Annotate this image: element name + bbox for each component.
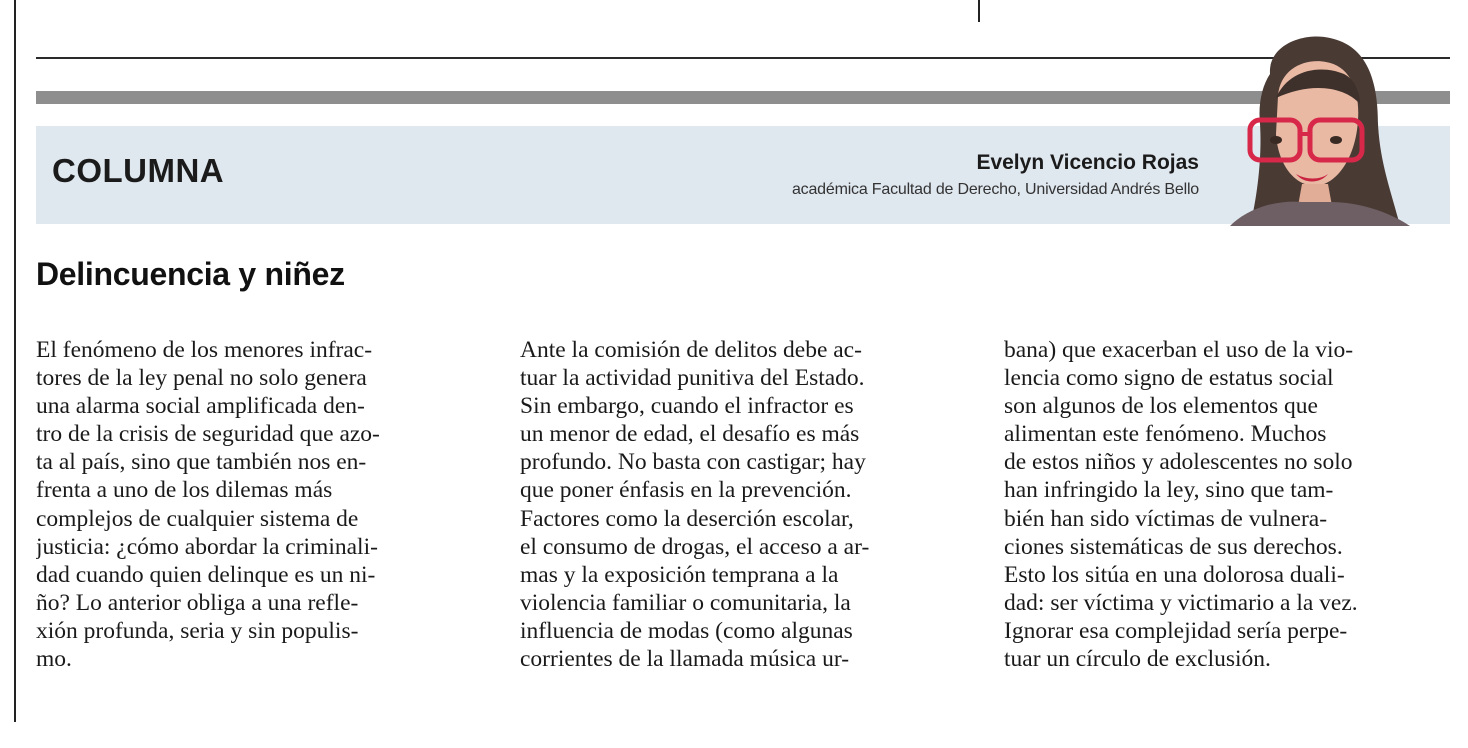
article-column-2 <box>520 336 965 673</box>
column-line: ño? Lo anterior obliga a una refle- <box>36 589 359 616</box>
column-line: dad: ser víctima y victimario a la vez. <box>1004 589 1358 616</box>
column-line: que poner énfasis en la prevención. <box>520 477 852 504</box>
column-line: mas y la exposición temprana a la <box>520 561 839 588</box>
column-line: influencia de modas (como algunas <box>520 617 853 644</box>
column-line: bana) que exacerban el uso de la vio- <box>1004 337 1354 363</box>
top-column-divider <box>978 0 980 22</box>
column-line: ciones sistemáticas de sus derechos. <box>1004 533 1343 560</box>
column-line: xión profunda, seria y sin populis- <box>36 617 359 644</box>
column-line: de estos niños y adolescentes no solo <box>1004 449 1353 476</box>
column-line: son algunos de los elementos que <box>1004 393 1318 420</box>
column-line: ta al país, sino que también nos en- <box>36 449 367 476</box>
article-headline: Delincuencia y niñez <box>36 256 345 292</box>
column-line: profundo. No basta con castigar; hay <box>520 449 866 476</box>
column-line: tuar un círculo de exclusión. <box>1004 646 1271 673</box>
author-role: académica Facultad de Derecho, Universidad Andrés Bello <box>791 181 1199 198</box>
column-line: bién han sido víctimas de vulnera- <box>1004 505 1328 532</box>
author-portrait <box>1210 34 1420 226</box>
column-line: tores de la ley penal no solo genera <box>36 365 367 392</box>
column-line: el consumo de drogas, el acceso a ar- <box>520 533 870 560</box>
column-line: una alarma social amplificada den- <box>36 393 365 420</box>
column-line: tro de la crisis de seguridad que azo- <box>36 421 380 448</box>
author-name: Evelyn Vicencio Rojas <box>976 151 1199 174</box>
column-line: Esto los sitúa en una dolorosa duali- <box>1004 561 1345 588</box>
section-label: COLUMNA <box>52 152 225 189</box>
left-page-border <box>14 0 16 722</box>
column-line: dad cuando quien delinque es un ni- <box>36 561 376 588</box>
column-line: Ignorar esa complejidad sería perpe- <box>1004 617 1348 644</box>
column-line: han infringido la ley, sino que tam- <box>1004 477 1334 504</box>
column-line: tuar la actividad punitiva del Estado. <box>520 365 865 392</box>
column-line: un menor de edad, el desafío es más <box>520 421 860 448</box>
column-line: El fenómeno de los menores infrac- <box>36 337 373 363</box>
article-column-3 <box>1004 336 1450 673</box>
column-line: Ante la comisión de delitos debe ac- <box>520 337 862 363</box>
column-line: corrientes de la llamada música ur- <box>520 646 850 673</box>
column-line: lencia como signo de estatus social <box>1004 365 1334 392</box>
article-column-1 <box>36 336 481 673</box>
column-line: complejos de cualquier sistema de <box>36 505 359 532</box>
column-line: alimentan este fenómeno. Muchos <box>1004 421 1327 448</box>
column-line: Factores como la deserción escolar, <box>520 505 854 532</box>
column-line: mo. <box>36 646 72 673</box>
column-line: frenta a uno de los dilemas más <box>36 477 333 504</box>
column-line: justicia: ¿cómo abordar la criminali- <box>36 533 378 560</box>
column-line: violencia familiar o comunitaria, la <box>520 589 851 616</box>
column-line: Sin embargo, cuando el infractor es <box>520 393 854 420</box>
